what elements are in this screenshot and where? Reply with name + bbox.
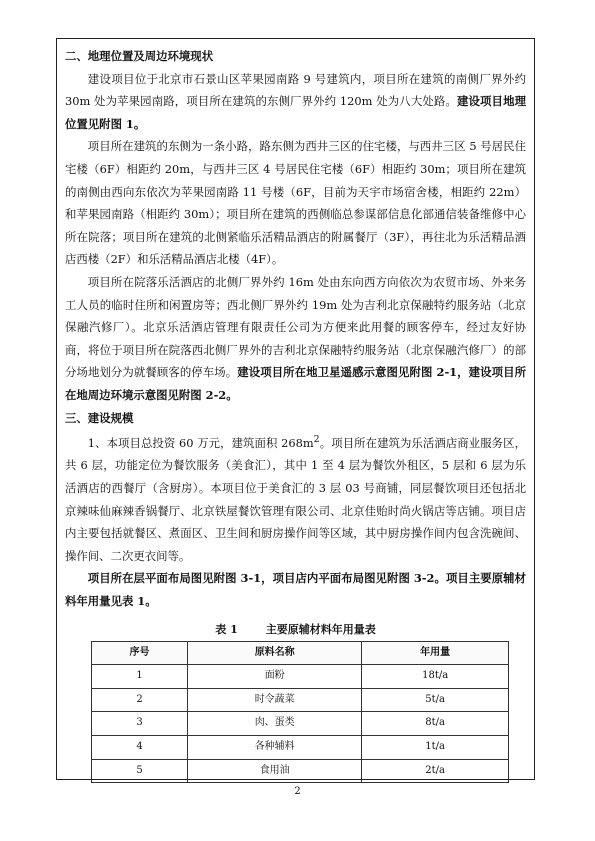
header-annual-usage: 年用量 <box>362 641 509 665</box>
cell-material: 食用油 <box>188 759 362 783</box>
table-row <box>92 736 509 760</box>
header-index: 序号 <box>92 641 188 665</box>
cell-usage: 18t/a <box>362 665 509 689</box>
text-figure-ref-2: 建设项目所在地卫星遥感示意图见附图 2-1，建设项目所在地周边环境示意图见附图 2-2。 <box>65 365 526 402</box>
table-caption <box>65 619 526 641</box>
content-frame <box>56 38 535 780</box>
table-row <box>92 759 509 783</box>
cell-index: 1 <box>92 665 188 689</box>
cell-index: 5 <box>92 759 188 783</box>
paragraph-surroundings: 项目所在建筑的东侧为一条小路，路东侧为西井三区的住宅楼，与西井三区 5 号居民住宅楼（6F）相距约 20m，与西井三区 4 号居民住宅楼（6F）相距约 30m；项目所在建筑的南侧由西向东依次为苹果园南路 11 号楼（6F，目前为天宇市场宿舍楼，相距约 22m）和苹果园南路（相距约 30m）；项目所在建筑的西侧临总参谋部信息化部通信装备维修中心所在院落；项目所在建筑的北侧紧临乐活精品酒店的附属餐厅（3F），再往北为乐活精品酒店西楼（2F）和乐活精品酒店北楼（4F）。 <box>65 139 526 267</box>
table-caption-title: 主要原辅材料年用量表 <box>265 622 376 636</box>
cell-material: 肉、蛋类 <box>188 712 362 736</box>
text-figure-ref-1: 建设项目地理位置见附图 1。 <box>65 94 526 131</box>
header-material: 原料名称 <box>188 641 362 665</box>
text-scale-pre: 1、本项目总投资 60 万元，建筑面积 268m <box>87 435 314 450</box>
text-north-side: 项目所在院落乐活酒店的北侧厂界外约 16m 处由东向西方向依次为农贸市场、外来务工人员的临时住所和闲置房等；西北侧厂界外约 19m 处为吉利北京保融特约服务站（北京保融汽修厂）。北京乐活酒店管理有限责任公司为方便来此用餐的顾客停车，经过友好协商，将位于项目所在院落西北侧厂界外的吉利北京保融特约服务站（北京保融汽修厂）的部分场地划分为就餐顾客的停车场。 <box>65 274 526 380</box>
paragraph-scale <box>65 429 526 567</box>
table-row <box>92 712 509 736</box>
table-row <box>92 665 509 689</box>
cell-usage: 2t/a <box>362 759 509 783</box>
cell-material: 面粉 <box>188 665 362 689</box>
cell-usage: 1t/a <box>362 736 509 760</box>
materials-table <box>91 641 509 784</box>
cell-index: 4 <box>92 736 188 760</box>
paragraph-figure-refs-3: 项目所在层平面布局图见附图 3-1，项目店内平面布局图见附图 3-2。项目主要原辅材料年用量见表 1。 <box>65 571 526 609</box>
table-header-row <box>92 641 509 665</box>
section-heading-scale: 三、建设规模 <box>65 410 134 425</box>
section-heading-location: 二、地理位置及周边环境现状 <box>65 49 214 63</box>
paragraph-north-side <box>65 271 526 407</box>
superscript-2: 2 <box>313 434 320 446</box>
text-location: 建设项目位于北京市石景山区苹果园南路 9 号建筑内，项目所在建筑的南侧厂界外约 30m 处为苹果园南路，项目所在建筑的东侧厂界外约 120m 处为八大处路。 <box>65 71 526 109</box>
cell-material: 各种辅料 <box>188 736 362 760</box>
text-scale-post: 。项目所在建筑为乐活酒店商业服务区，共 6 层，功能定位为餐饮服务（美食汇），其中 1 至 4 层为餐饮外租区，5 层和 6 层为乐活酒店的西餐厅（含厨房）。本项目位于美食汇的 3 层 03 号商铺，同层餐饮项目还包括北京辣味仙麻辣香锅餐厅、北京铁屋餐饮管理有限公司、北京佳贻时尚火锅店等店铺。项目店内主要包括就餐区、煮面区、卫生间和厨房操作间等区域，其中厨房操作间内包含洗碗间、操作间、二次更衣间等。 <box>65 435 526 563</box>
table-caption-number: 表 1 <box>215 622 238 636</box>
page-number: 2 <box>294 786 301 797</box>
cell-usage: 8t/a <box>362 712 509 736</box>
cell-index: 2 <box>92 688 188 712</box>
cell-material: 时令蔬菜 <box>188 688 362 712</box>
cell-usage: 5t/a <box>362 688 509 712</box>
paragraph-location <box>65 68 526 136</box>
document-body <box>65 45 526 783</box>
table-row <box>92 688 509 712</box>
cell-index: 3 <box>92 712 188 736</box>
